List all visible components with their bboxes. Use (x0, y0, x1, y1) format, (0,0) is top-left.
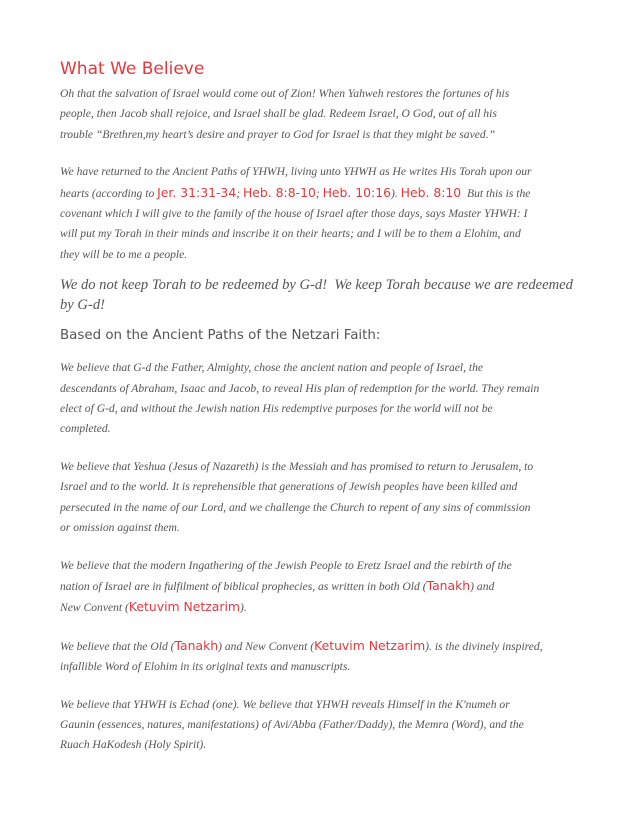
text-line: We have returned to the Ancient Paths of YHWH, living unto YHWH as He writes His Torah upon our (60, 165, 532, 179)
text-line: Oh that the salvation of Israel would come out of Zion! When Yahweh restores the fortunes of his (60, 87, 510, 100)
belief-paragraph-echad (60, 695, 588, 756)
text-line: people, then Jacob shall rejoice, and Israel shall be glad. Redeem Israel, O God, out of all his (60, 107, 497, 121)
separator: ; (236, 186, 243, 200)
text-line: they will be to me a people. (60, 247, 188, 261)
text-line: or omission against them. (60, 521, 180, 535)
text-line: descendants of Abraham, Isaac and Jacob, to reveal His plan of redemption for the world. They remain (60, 381, 540, 395)
text-line: trouble “Brethren,my heart’s desire and prayer to God for Israel is that they might be saved.” (60, 127, 496, 141)
belief-paragraph-ingathering (60, 556, 588, 619)
text-line: elect of G-d, and without the Jewish nation His redemptive purposes for the world will not be (60, 402, 493, 416)
text-line: We believe that the modern Ingathering of the Jewish People to Eretz Israel and the rebirth of the (60, 558, 512, 572)
text-line: ) and (470, 579, 495, 593)
text-line: We believe that G-d the Father, Almighty, chose the ancient nation and people of Israel, the (60, 361, 484, 375)
ketuvim-netzarim-link[interactable]: Ketuvim Netzarim (314, 637, 426, 653)
text-line: We believe that Yeshua (Jesus of Nazareth) is the Messiah and has promised to return to Jerusalem, to (60, 459, 534, 473)
text-line: ). (240, 601, 247, 615)
text-line: Israel and to the world. It is reprehensible that generations of Jewish peoples have been killed and (60, 480, 518, 494)
text-line: nation of Israel are in fulfilment of biblical prophecies, as written in both Old ( (60, 579, 427, 593)
text-line: Gaunin (essences, natures, manifestations) of Avi/Abba (Father/Daddy), the Memra (Word), and the (60, 717, 524, 731)
torah-statement (60, 275, 588, 315)
separator: ; (315, 186, 323, 200)
tanakh-link[interactable]: Tanakh (174, 637, 219, 653)
belief-paragraph-messiah (60, 457, 588, 539)
page-title: What We Believe (60, 59, 205, 79)
text-line: Ruach HaKodesh (Holy Spirit). (60, 738, 207, 752)
text-line: will put my Torah in their minds and inscribe it on their hearts; and I will be to them a Elohim, and (60, 227, 521, 241)
intro-paragraph (60, 84, 588, 145)
belief-paragraph-election (60, 358, 588, 440)
text-line: infallible Word of Elohim in its original texts and manuscripts. (60, 660, 351, 674)
text-line: completed. (60, 422, 111, 436)
scripture-link-heb-8-10[interactable]: Heb. 8:10 (400, 184, 462, 200)
text-line: persecuted in the name of our Lord, and we challenge the Church to repent of any sins of commission (60, 500, 531, 514)
text-line: covenant which I will give to the family of the house of Israel after those days, says Master YHWH: I (60, 207, 528, 221)
separator: ). (391, 186, 401, 200)
text-line: by G-d! (60, 297, 105, 314)
document-content (60, 58, 588, 756)
text-line: hearts (according to (60, 186, 158, 200)
scripture-link-jer-31[interactable]: Jer. 31:31-34 (157, 184, 237, 200)
text-line: New Convent ( (60, 601, 129, 615)
returned-paragraph (60, 162, 588, 265)
section-subheading: Based on the Ancient Paths of the Netzari Faith: (60, 328, 381, 344)
scripture-link-heb-8-8[interactable]: Heb. 8:8-10 (242, 184, 316, 200)
scripture-link-heb-10-16[interactable]: Heb. 10:16 (322, 184, 391, 200)
tanakh-link[interactable]: Tanakh (426, 577, 471, 593)
text-line: ) and New Convent ( (218, 639, 315, 653)
text-line: But this is the (461, 186, 531, 200)
text-line: ). is the divinely inspired, (425, 639, 543, 653)
text-line: We believe that the Old ( (60, 639, 175, 653)
ketuvim-netzarim-link[interactable]: Ketuvim Netzarim (128, 599, 240, 615)
belief-paragraph-scripture (60, 636, 588, 678)
text-line: We believe that YHWH is Echad (one). We believe that YHWH reveals Himself in the K'numeh or (60, 697, 510, 711)
text-line: We do not keep Torah to be redeemed by G-d! We keep Torah because we are redeemed (60, 277, 573, 294)
